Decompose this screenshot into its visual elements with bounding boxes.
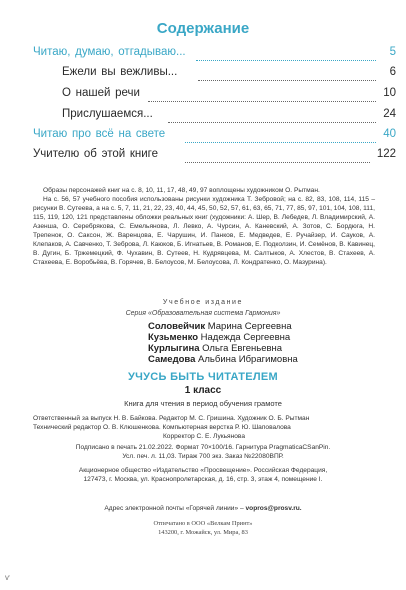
hotline-email [0,505,406,512]
toc-leader-dots [185,132,376,143]
email-prefix: Адрес электронной почты «Горячей линии» – [104,505,244,512]
edition-type: Учебное издание [162,299,244,306]
toc-leader-dots [185,152,370,163]
toc-entry-page: 6 [389,66,396,78]
toc-entry[interactable] [0,148,406,164]
author [148,343,282,354]
staff-line: Технический редактор О. В. Клюшенкова. Компьютерная верстка Р. Ю. Шаповалова [33,424,291,431]
grade-label: 1 класс [184,385,222,396]
author-name: Надежда Сергеевна [200,332,291,343]
staff-credits [33,414,375,441]
staff-line: Корректор С. Е. Лукьянова [162,433,246,440]
toc-entry[interactable] [0,87,406,103]
author-surname: Курлыгина [148,343,200,354]
toc-entry-label: Читаю про всё на свете [33,128,166,140]
toc-leader-dots [198,70,376,81]
author [148,332,290,343]
credits-paragraph: Образы персонажей книг на с. 8, 10, 11, 17, 48, 49, 97 воплощены художником О. Рытман. [43,187,320,194]
toc-leader-dots [196,50,376,61]
author [148,354,298,365]
credits-paragraph: На с. 56, 57 учебного пособия использованы рисунки художника Т. Зебровой; на с. 82, 83, 108, 114, 115 – рисунки В. Сутеева, а на с. 5, 7, 11, 21, 22, 23, 40, 44, 45, 50, 52, 57, 61, 63, 65, 71, 77, 85, 97, 101, 104, 108, 111, 115, 119, 120, 121 представлены обложки реальных книг (художники: А. Шер, В. Лебедев, Л. Владимирский, А. Азенша, О. Серебрякова, С. Емельянова, Л. Левко, А. Чурсин, А. Каневский, А. Зотов, С. Бордюга, Н. Трепенок, О. Саксон, Ж. Варенцова, Е. Чарушин, И. Панков, Е. Медведев, Е. Ручайзер, И. Сауков, А. Клепаков, А. Савченко, Т. Зеброва, Л. Каюков, Б. Игнатьев, В. Романов, Е. Подколзин, И. Семёнов, В. Кавинец, В. Дугин, Б. Тржемецкий, Ф. Чухавин, В. Сутеев, Н. Кудрявцева, М. Салтыков, А. Хлестов, В. Стахеев, А. Стахеева, Е. Воробьёва, В. Горячев, В. Белоусов, М. Белоусова, Л. Кондратенко, О. Мазурина). [33,196,375,266]
author-surname: Соловейчик [148,321,206,332]
publisher-line: Акционерное общество «Издательство «Просвещение». Российская Федерация, [78,467,328,474]
toc-entry-label: Учителю об этой книге [33,148,158,160]
series-name: Серия «Образовательная система Гармония» [125,310,281,317]
author-name: Ольга Евгеньевна [202,343,283,354]
toc-title: Содержание [156,20,250,37]
author-name: Альбина Ибрагимовна [198,354,298,365]
toc-entry-page: 122 [376,148,396,160]
toc-entry-label: Прислушаемся... [62,108,153,120]
email-link[interactable]: vopros@prosv.ru. [245,505,302,512]
toc-entry-page: 24 [383,108,396,120]
author-name: Марина Сергеевна [207,321,292,332]
print-detail-line: Подписано в печать 21.02.2022. Формат 70×100/16. Гарнитура PragmaticaCSanPin. [75,444,331,451]
toc-entry-label: Читаю, думаю, отгадываю... [33,46,186,58]
toc-leader-dots [168,112,376,123]
toc-leader-dots [148,91,376,102]
staff-line: Ответственный за выпуск Н. В. Байкова. Редактор М. С. Гришина. Художник О. Б. Рытман [33,415,310,422]
book-title: УЧУСЬ БЫТЬ ЧИТАТЕЛЕМ [127,371,278,383]
corner-mark: ѵ [5,573,11,582]
toc-entry-page: 5 [389,46,396,58]
print-detail-line: Усл. печ. л. 11,03. Тираж 700 экз. Заказ №22080ВПР. [122,453,284,460]
author [148,321,292,332]
toc-entry-page: 10 [383,87,396,99]
book-subtitle: Книга для чтения в период обучения грамоте [124,399,282,408]
publisher-info [0,466,406,484]
printer-line: Отпечатано в ООО «Велкам Принт» [153,520,253,527]
printer-line: 143200, г. Можайск, ул. Мира, 83 [158,528,248,536]
illustration-credits [33,186,375,267]
toc-entry[interactable] [0,46,406,62]
toc-entry[interactable] [0,66,406,82]
toc-entry[interactable] [0,108,406,124]
printer-info [0,520,406,537]
toc-entry[interactable] [0,128,406,144]
toc-entry-label: О нашей речи [62,87,140,99]
print-details [0,443,406,461]
toc-entry-label: Ежели вы вежливы... [62,66,178,78]
toc-entry-page: 40 [383,128,396,140]
author-surname: Самедова [148,354,196,365]
author-surname: Кузьменко [148,332,199,343]
publisher-line: 127473, г. Москва, ул. Краснопролетарская, д. 16, стр. 3, этаж 4, помещение I. [83,476,323,483]
